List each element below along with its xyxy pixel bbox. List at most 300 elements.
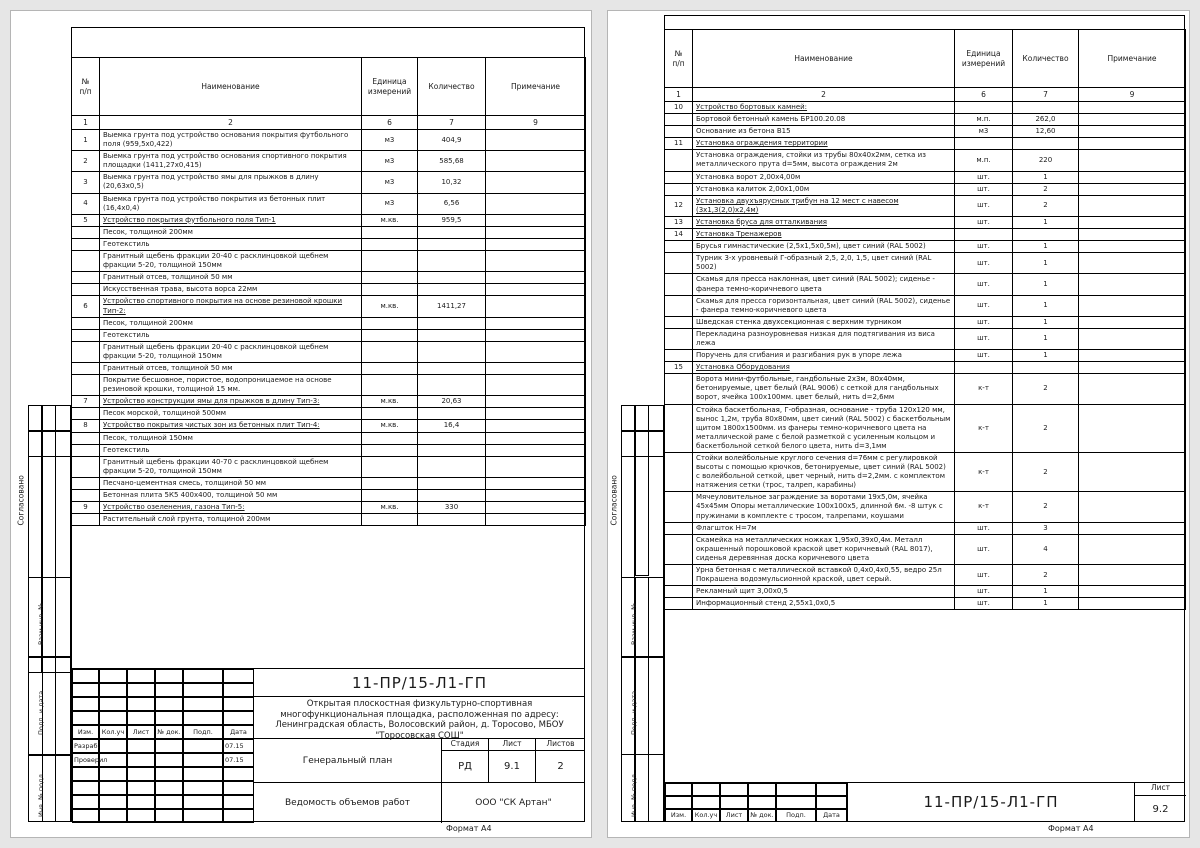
stamp-cell bbox=[127, 711, 155, 725]
row-qty: 2 bbox=[1013, 453, 1079, 492]
stamp-cell bbox=[155, 739, 183, 753]
table-row bbox=[665, 350, 1186, 362]
object-name: Открытая плоскостная физкультурно-спортивная многофункциональная площадка, расположенная по адресу: Ленинградская область, Волосовский район, д. Торосово, МБОУ "Торосовская СОШ" bbox=[254, 697, 585, 739]
stamp-cell bbox=[816, 783, 847, 796]
table-row bbox=[665, 229, 1186, 241]
drawing-code: 11-ПР/15-Л1-ГП bbox=[847, 783, 1135, 821]
stamp-cell bbox=[223, 767, 254, 781]
row-unit: к-т bbox=[955, 404, 1013, 452]
header-n: № п/п bbox=[72, 58, 100, 116]
col-number: 1 bbox=[72, 116, 100, 130]
row-qty bbox=[418, 341, 486, 362]
row-name: Покрытие бесшовное, пористое, водопроницаемое на основе резиновой крошки, толщиной 15 мм. bbox=[100, 375, 362, 396]
row-name: Стойка баскетбольная, Г-образная, основание - труба 120х120 мм, вынос 1,2м, труба 80х80мм, цвет синий (RAL 5002) с баскетбольным щитом 1800х1500мм. из фанеры темно-коричневого цвета на металлической раме с белой разметкой с усиленным кольцом и баскетбольной сеткой белого цвета, нить d=3,1мм bbox=[693, 404, 955, 452]
inv-replace-label: Взам инв. № bbox=[37, 602, 45, 645]
stamp-cell bbox=[72, 767, 99, 781]
row-number: 13 bbox=[665, 216, 693, 228]
row-number bbox=[665, 171, 693, 183]
row-name: Урна бетонная с металлической вставкой 0,4х0,4х0,55, ведро 25л Покрашена водоэмульсионной краской, цвет серый. bbox=[693, 565, 955, 586]
stamp-cell bbox=[155, 767, 183, 781]
row-qty: 2 bbox=[1013, 404, 1079, 452]
row-name: Турник 3-х уровневый Г-образный 2,5, 2,0, 1,5, цвет синий (RAL 5002) bbox=[693, 253, 955, 274]
row-name: Стойки волейбольные круглого сечения d=76мм с регулировкой высоты с помощью крючков, бетонируемые, цвет синий (RAL 5002) с волейбольной сеткой, цвет черный, нить d=2,2мм. с комплектом натяжения сетки (трос, талреп, карабины) bbox=[693, 453, 955, 492]
header-unit: Единица измерений bbox=[362, 58, 418, 116]
row-name: Устройство покрытия футбольного поля Тип-1 bbox=[100, 214, 362, 226]
row-qty: 6,56 bbox=[418, 193, 486, 214]
row-number bbox=[665, 534, 693, 564]
row-unit bbox=[955, 362, 1013, 374]
row-qty: 1 bbox=[1013, 316, 1079, 328]
stage-value: РД bbox=[442, 751, 489, 783]
row-note bbox=[1079, 274, 1186, 295]
row-unit: шт. bbox=[955, 195, 1013, 216]
row-note bbox=[486, 193, 586, 214]
row-qty: 2 bbox=[1013, 565, 1079, 586]
row-unit: шт. bbox=[955, 350, 1013, 362]
stamp-cell bbox=[72, 669, 99, 683]
row-note bbox=[486, 362, 586, 374]
sign-date-label: Подп. и дата bbox=[630, 690, 638, 735]
stage-label: Стадия bbox=[442, 739, 489, 751]
row-note bbox=[486, 238, 586, 250]
stamp-cell bbox=[127, 683, 155, 697]
stamp-col-label: № док. bbox=[157, 728, 181, 736]
row-qty: 330 bbox=[418, 502, 486, 514]
row-name: Песок морской, толщиной 500мм bbox=[100, 408, 362, 420]
stamp-col-label: Дата bbox=[823, 811, 840, 819]
table-row bbox=[72, 172, 586, 193]
stamp-cell bbox=[127, 697, 155, 711]
row-note bbox=[1079, 565, 1186, 586]
stamp-cell bbox=[223, 697, 254, 711]
stamp-cell bbox=[155, 683, 183, 697]
row-name: Установка Оборудования bbox=[693, 362, 955, 374]
row-name: Песчано-цементная смесь, толщиной 50 мм bbox=[100, 477, 362, 489]
row-number bbox=[72, 362, 100, 374]
row-name: Геотекстиль bbox=[100, 329, 362, 341]
row-name: Устройство покрытия чистых зон из бетонных плит Тип-4: bbox=[100, 420, 362, 432]
inv-orig-label: Инв. № подл. bbox=[630, 772, 638, 817]
row-unit bbox=[362, 444, 418, 456]
row-name: Устройство озеленения, газона Тип-5: bbox=[100, 502, 362, 514]
stamp-col-label: Дата bbox=[230, 728, 247, 736]
row-qty bbox=[418, 329, 486, 341]
table-row bbox=[665, 183, 1186, 195]
header-n: № п/п bbox=[665, 30, 693, 88]
row-name: Выемка грунта под устройство основания спортивного покрытия площадки (1411,27х0,415) bbox=[100, 151, 362, 172]
row-number bbox=[72, 317, 100, 329]
row-number bbox=[665, 350, 693, 362]
row-unit bbox=[362, 329, 418, 341]
row-number: 6 bbox=[72, 296, 100, 317]
row-name: Гранитный щебень фракции 20-40 с расклинцовкой щебнем фракции 5-20, толщиной 150мм bbox=[100, 251, 362, 272]
row-qty: 3 bbox=[1013, 522, 1079, 534]
row-number: 5 bbox=[72, 214, 100, 226]
row-number: 9 bbox=[72, 502, 100, 514]
row-note bbox=[486, 375, 586, 396]
row-number bbox=[665, 565, 693, 586]
table-row bbox=[72, 329, 586, 341]
row-unit: шт. bbox=[955, 534, 1013, 564]
table-row bbox=[72, 317, 586, 329]
row-unit bbox=[362, 284, 418, 296]
table-row bbox=[665, 216, 1186, 228]
row-name: Искусственная трава, высота ворса 22мм bbox=[100, 284, 362, 296]
stamp-cell bbox=[99, 739, 127, 753]
row-qty: 20,63 bbox=[418, 396, 486, 408]
row-name: Бетонная плита 5К5 400х400, толщиной 50 мм bbox=[100, 490, 362, 502]
drawing-sheet-2 bbox=[607, 10, 1190, 838]
stamp-cell bbox=[155, 753, 183, 767]
row-number: 3 bbox=[72, 172, 100, 193]
row-number: 15 bbox=[665, 362, 693, 374]
row-note bbox=[486, 444, 586, 456]
table-row bbox=[72, 214, 586, 226]
sheets-value: 2 bbox=[536, 751, 585, 783]
table-row bbox=[72, 130, 586, 151]
title-block bbox=[664, 782, 1185, 822]
row-note bbox=[486, 456, 586, 477]
stamp-cell bbox=[776, 796, 816, 809]
row-note bbox=[1079, 350, 1186, 362]
row-note bbox=[1079, 150, 1186, 171]
row-qty bbox=[1013, 138, 1079, 150]
row-note bbox=[1079, 138, 1186, 150]
row-number bbox=[72, 341, 100, 362]
row-qty: 1 bbox=[1013, 350, 1079, 362]
row-qty bbox=[418, 408, 486, 420]
row-note bbox=[486, 296, 586, 317]
col-number: 6 bbox=[362, 116, 418, 130]
row-note bbox=[1079, 316, 1186, 328]
stamp-cell bbox=[223, 795, 254, 809]
col-number: 9 bbox=[1079, 88, 1186, 102]
row-unit: к-т bbox=[955, 492, 1013, 522]
stamp-cell bbox=[127, 809, 155, 823]
row-unit: шт. bbox=[955, 241, 1013, 253]
table-row bbox=[665, 171, 1186, 183]
row-number bbox=[72, 490, 100, 502]
row-qty bbox=[418, 226, 486, 238]
row-qty bbox=[418, 238, 486, 250]
row-note bbox=[1079, 404, 1186, 452]
sheet-label: Лист bbox=[489, 739, 536, 751]
row-unit: шт. bbox=[955, 253, 1013, 274]
table-row bbox=[665, 374, 1186, 404]
row-number bbox=[72, 514, 100, 526]
stamp-cell bbox=[155, 711, 183, 725]
row-note bbox=[1079, 586, 1186, 598]
row-note bbox=[1079, 114, 1186, 126]
row-unit bbox=[955, 229, 1013, 241]
table-row bbox=[665, 404, 1186, 452]
table-row bbox=[665, 102, 1186, 114]
table-row bbox=[72, 362, 586, 374]
row-unit bbox=[362, 341, 418, 362]
row-number bbox=[665, 328, 693, 349]
header-qty: Количество bbox=[418, 58, 486, 116]
row-unit: к-т bbox=[955, 374, 1013, 404]
table-row bbox=[665, 492, 1186, 522]
stamp-cell bbox=[183, 753, 223, 767]
row-qty bbox=[418, 317, 486, 329]
table-row bbox=[665, 328, 1186, 349]
stamp-cell bbox=[748, 796, 776, 809]
row-note bbox=[1079, 534, 1186, 564]
stamp-cell bbox=[776, 783, 816, 796]
table-row bbox=[72, 396, 586, 408]
table-row bbox=[665, 453, 1186, 492]
row-name: Скамья для пресса горизонтальная, цвет синий (RAL 5002), сиденье - фанера темно-коричневого цвета bbox=[693, 295, 955, 316]
stamp-cell bbox=[155, 795, 183, 809]
row-note bbox=[486, 251, 586, 272]
stamp-col-label: Лист bbox=[725, 811, 743, 819]
row-note bbox=[486, 284, 586, 296]
row-unit: м.кв. bbox=[362, 396, 418, 408]
row-name: Перекладина разноуровневая низкая для подтягивания из виса лежа bbox=[693, 328, 955, 349]
row-qty: 1 bbox=[1013, 216, 1079, 228]
row-qty: 1 bbox=[1013, 253, 1079, 274]
stamp-col-label: Подп. bbox=[786, 811, 806, 819]
row-name: Песок, толщиной 200мм bbox=[100, 226, 362, 238]
row-note bbox=[1079, 492, 1186, 522]
table-row bbox=[72, 193, 586, 214]
table-row bbox=[665, 195, 1186, 216]
row-qty: 12,60 bbox=[1013, 126, 1079, 138]
table-row bbox=[72, 456, 586, 477]
row-note bbox=[1079, 328, 1186, 349]
stamp-cell bbox=[72, 795, 99, 809]
row-name: Выемка грунта под устройство ямы для прыжков в длину (20,63х0,5) bbox=[100, 172, 362, 193]
row-qty bbox=[418, 456, 486, 477]
row-unit: м.п. bbox=[955, 150, 1013, 171]
row-qty: 2 bbox=[1013, 374, 1079, 404]
stamp-cell bbox=[223, 683, 254, 697]
row-note bbox=[486, 396, 586, 408]
stamp-cell bbox=[183, 781, 223, 795]
row-name: Выемка грунта под устройство покрытия из бетонных плит (16,4х0,4) bbox=[100, 193, 362, 214]
row-unit: шт. bbox=[955, 295, 1013, 316]
row-qty bbox=[418, 444, 486, 456]
row-note bbox=[1079, 362, 1186, 374]
table-row bbox=[665, 253, 1186, 274]
row-name: Геотекстиль bbox=[100, 238, 362, 250]
stamp-cell bbox=[127, 739, 155, 753]
row-note bbox=[1079, 102, 1186, 114]
row-name: Флагшток Н=7м bbox=[693, 522, 955, 534]
table-row bbox=[72, 477, 586, 489]
stamp-cell bbox=[155, 669, 183, 683]
row-qty: 2 bbox=[1013, 195, 1079, 216]
row-name: Растительный слой грунта, толщиной 200мм bbox=[100, 514, 362, 526]
col-number: 2 bbox=[100, 116, 362, 130]
stamp-cell bbox=[665, 796, 692, 809]
row-unit: шт. bbox=[955, 598, 1013, 610]
row-number bbox=[72, 408, 100, 420]
col-number: 6 bbox=[955, 88, 1013, 102]
table-row bbox=[72, 238, 586, 250]
row-note bbox=[1079, 171, 1186, 183]
stamp-cell bbox=[748, 783, 776, 796]
sheet-value: 9.2 bbox=[1152, 803, 1169, 815]
row-unit: м3 bbox=[955, 126, 1013, 138]
row-note bbox=[1079, 374, 1186, 404]
stamp-cell bbox=[127, 753, 155, 767]
row-number bbox=[665, 241, 693, 253]
row-number: 12 bbox=[665, 195, 693, 216]
row-number: 14 bbox=[665, 229, 693, 241]
row-number bbox=[72, 272, 100, 284]
row-qty bbox=[418, 251, 486, 272]
row-name: Гранитный отсев, толщиной 50 мм bbox=[100, 272, 362, 284]
row-note bbox=[486, 272, 586, 284]
row-name: Шведская стенка двухсекционная с верхним турником bbox=[693, 316, 955, 328]
stamp-col-label: Изм. bbox=[670, 811, 687, 819]
row-unit: м.кв. bbox=[362, 214, 418, 226]
row-number: 7 bbox=[72, 396, 100, 408]
table-row bbox=[665, 138, 1186, 150]
quantities-table-1 bbox=[71, 57, 586, 526]
header-unit: Единица измерений bbox=[955, 30, 1013, 88]
table-row bbox=[72, 502, 586, 514]
drawing-code: 11-ПР/15-Л1-ГП bbox=[254, 669, 585, 697]
row-unit: м.кв. bbox=[362, 502, 418, 514]
row-name: Ворота мини-футбольные, гандбольные 2х3м, 80х40мм, бетонируемые, цвет белый (RAL 9006) с сеткой для гандбольных ворот, ячейка 100х100мм. цвет белый, нить d=2,6мм bbox=[693, 374, 955, 404]
table-row bbox=[665, 316, 1186, 328]
row-qty: 1 bbox=[1013, 171, 1079, 183]
table-row bbox=[72, 341, 586, 362]
row-name: Геотекстиль bbox=[100, 444, 362, 456]
stamp-cell bbox=[183, 739, 223, 753]
row-qty: 2 bbox=[1013, 183, 1079, 195]
row-unit bbox=[362, 375, 418, 396]
row-qty: 262,0 bbox=[1013, 114, 1079, 126]
stamp-cell bbox=[99, 697, 127, 711]
row-note bbox=[486, 317, 586, 329]
stamp-cell bbox=[720, 783, 748, 796]
row-qty: 404,9 bbox=[418, 130, 486, 151]
table-row bbox=[72, 490, 586, 502]
format-label: Формат А4 bbox=[446, 824, 492, 833]
row-note bbox=[1079, 183, 1186, 195]
stamp-cell bbox=[692, 796, 720, 809]
row-qty bbox=[418, 362, 486, 374]
row-number bbox=[72, 226, 100, 238]
row-unit: м.кв. bbox=[362, 296, 418, 317]
sign-date-label: Подп. и дата bbox=[37, 690, 45, 735]
col-number: 9 bbox=[486, 116, 586, 130]
row-number bbox=[665, 253, 693, 274]
stamp-cell bbox=[99, 767, 127, 781]
row-number: 4 bbox=[72, 193, 100, 214]
table-row bbox=[665, 598, 1186, 610]
format-label: Формат А4 bbox=[1048, 824, 1094, 833]
row-unit bbox=[362, 514, 418, 526]
row-unit bbox=[362, 432, 418, 444]
stamp-cell bbox=[183, 767, 223, 781]
stamp-cell bbox=[155, 781, 183, 795]
stamp-cell bbox=[223, 711, 254, 725]
stamp-cell bbox=[183, 669, 223, 683]
stamp-cell bbox=[72, 683, 99, 697]
stamp-cell bbox=[99, 795, 127, 809]
row-number bbox=[72, 444, 100, 456]
row-name: Брусья гимнастические (2,5х1,5х0,5м), цвет синий (RAL 5002) bbox=[693, 241, 955, 253]
row-qty: 585,68 bbox=[418, 151, 486, 172]
row-unit bbox=[362, 362, 418, 374]
row-number bbox=[665, 598, 693, 610]
title-block bbox=[71, 668, 585, 822]
row-number bbox=[665, 453, 693, 492]
row-qty: 1 bbox=[1013, 241, 1079, 253]
col-number: 1 bbox=[665, 88, 693, 102]
row-note bbox=[486, 329, 586, 341]
row-note bbox=[486, 514, 586, 526]
stamp-col-label: Изм. bbox=[77, 728, 94, 736]
row-number bbox=[665, 274, 693, 295]
row-unit: м3 bbox=[362, 172, 418, 193]
row-unit: шт. bbox=[955, 183, 1013, 195]
row-name: Установка двухъярусных трибун на 12 мест с навесом (3х1,3(2,0)х2,4м) bbox=[693, 195, 955, 216]
stamp-col-label: № док. bbox=[750, 811, 774, 819]
stamp-cell bbox=[127, 795, 155, 809]
row-qty bbox=[1013, 362, 1079, 374]
stamp-cell bbox=[99, 809, 127, 823]
row-note bbox=[486, 341, 586, 362]
row-name: Устройство бортовых камней: bbox=[693, 102, 955, 114]
row-name: Установка ограждения территории bbox=[693, 138, 955, 150]
row-qty bbox=[1013, 229, 1079, 241]
row-unit bbox=[362, 251, 418, 272]
stamp-cell bbox=[99, 669, 127, 683]
row-name: Поручень для сгибания и разгибания рук в упоре лежа bbox=[693, 350, 955, 362]
stamp-cell bbox=[223, 669, 254, 683]
row-unit: м3 bbox=[362, 151, 418, 172]
table-row bbox=[665, 534, 1186, 564]
row-name: Песок, толщиной 150мм bbox=[100, 432, 362, 444]
row-unit: шт. bbox=[955, 522, 1013, 534]
statement-name: Ведомость объемов работ bbox=[254, 783, 442, 823]
row-name: Скамья для пресса наклонная, цвет синий (RAL 5002); сиденье - фанера темно-коричневого цвета bbox=[693, 274, 955, 295]
stamp-cell bbox=[223, 809, 254, 823]
stamp-cell bbox=[99, 781, 127, 795]
table-row bbox=[72, 272, 586, 284]
row-name: Установка ограждения, стойки из трубы 80х40х2мм, сетка из металлического прута d=5мм, высота ограждения 2м bbox=[693, 150, 955, 171]
table-row bbox=[665, 114, 1186, 126]
row-name: Установка бруса для отталкивания bbox=[693, 216, 955, 228]
row-note bbox=[1079, 241, 1186, 253]
row-note bbox=[486, 477, 586, 489]
row-number bbox=[72, 251, 100, 272]
row-note bbox=[486, 490, 586, 502]
row-note bbox=[486, 502, 586, 514]
table-row bbox=[72, 226, 586, 238]
row-name: Рекламный щит 3,00х0,5 bbox=[693, 586, 955, 598]
header-note: Примечание bbox=[1079, 30, 1186, 88]
row-number bbox=[72, 375, 100, 396]
table-row bbox=[72, 432, 586, 444]
row-qty: 1411,27 bbox=[418, 296, 486, 317]
row-unit bbox=[955, 138, 1013, 150]
row-unit: м.кв. bbox=[362, 420, 418, 432]
row-unit bbox=[362, 456, 418, 477]
table-row bbox=[665, 586, 1186, 598]
stamp-cell bbox=[816, 796, 847, 809]
stamp-col-label: Подп. bbox=[193, 728, 213, 736]
row-number bbox=[72, 284, 100, 296]
row-qty bbox=[418, 432, 486, 444]
row-qty: 2 bbox=[1013, 492, 1079, 522]
